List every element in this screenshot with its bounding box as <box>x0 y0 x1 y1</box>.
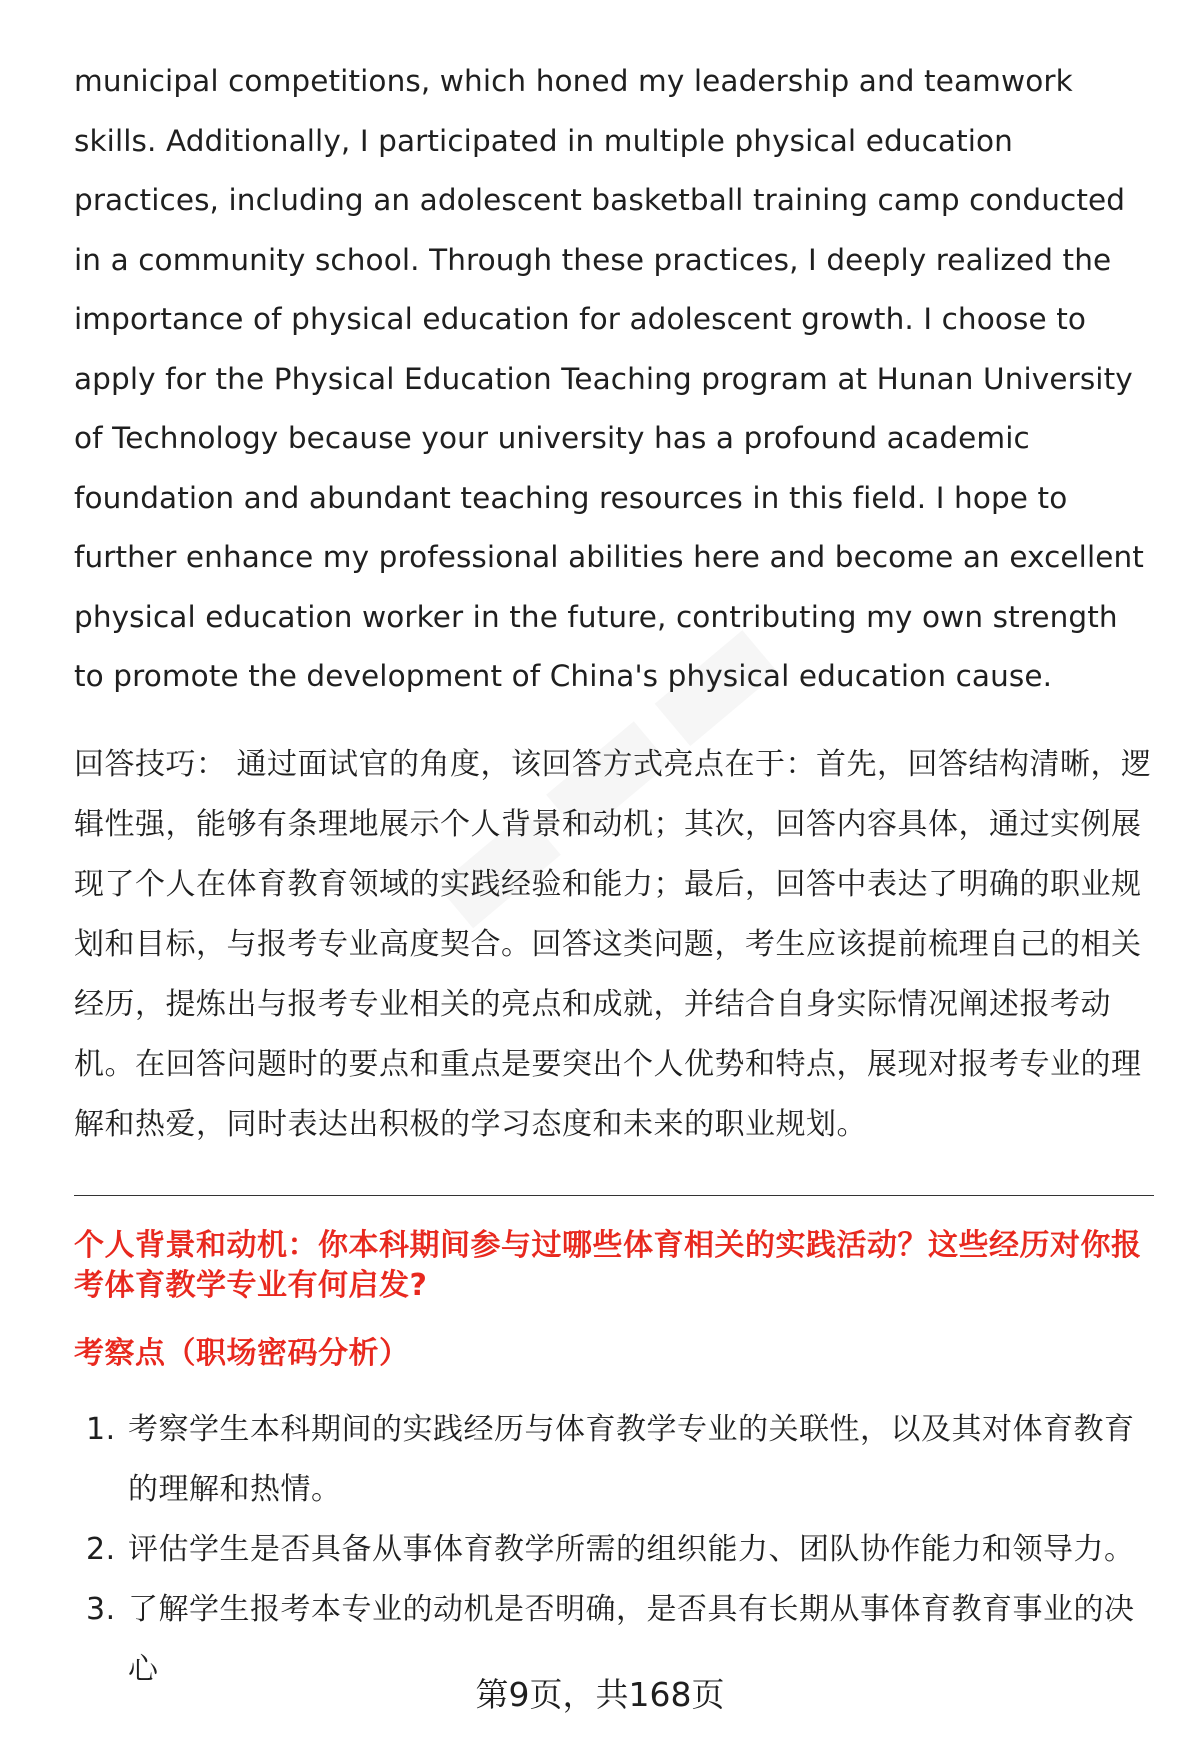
points-list <box>74 1400 1154 1700</box>
divider <box>74 1195 1154 1196</box>
list-item-text: 评估学生是否具备从事体育教学所需的组织能力、团队协作能力和领导力。 <box>128 1531 1135 1567</box>
section-title: 考察点（职场密码分析） <box>74 1335 410 1371</box>
question-heading: 个人背景和动机：你本科期间参与过哪些体育相关的实践活动？这些经历对你报考体育教学专业有何启发? <box>74 1227 1142 1303</box>
list-item-text: 了解学生报考本专业的动机是否明确，是否具有长期从事体育教育事业的决心 <box>128 1591 1135 1687</box>
document-page <box>74 52 1154 1700</box>
list-item-number: 3. <box>86 1591 116 1627</box>
answer-paragraph: municipal competitions, which honed my leadership and teamwork skills. Additionally, I participated in multiple physical education practices, including an adolescent basketball training camp conducted in a community school. Through these practices, I deeply realized the importance of physical education for adolescent growth. I choose to apply for the Physical Education Teaching program at Hunan University of Technology because your university has a profound academic foundation and abundant teaching resources in this field. I hope to further enhance my professional abilities here and become an excellent physical education worker in the future, contributing my own strength to promote the development of China's physical education cause. <box>74 64 1144 693</box>
list-item <box>74 1400 1154 1520</box>
list-item <box>74 1520 1154 1580</box>
list-item-number: 2. <box>86 1531 116 1567</box>
list-item-text: 考察学生本科期间的实践经历与体育教学专业的关联性，以及其对体育教育的理解和热情。 <box>128 1411 1135 1507</box>
page-footer: 第9页，共168页 <box>475 1675 725 1714</box>
answer-tips: 回答技巧： 通过面试官的角度，该回答方式亮点在于：首先，回答结构清晰，逻辑性强，能够有条理地展示个人背景和动机；其次，回答内容具体，通过实例展现了个人在体育教育领域的实践经验和能力；最后，回答中表达了明确的职业规划和目标，与报考专业高度契合。回答这类问题，考生应该提前梳理自己的相关经历，提炼出与报考专业相关的亮点和成就，并结合自身实际情况阐述报考动机。在回答问题时的要点和重点是要突出个人优势和特点，展现对报考专业的理解和热爱，同时表达出积极的学习态度和未来的职业规划。 <box>74 746 1152 1142</box>
list-item-number: 1. <box>86 1411 116 1447</box>
